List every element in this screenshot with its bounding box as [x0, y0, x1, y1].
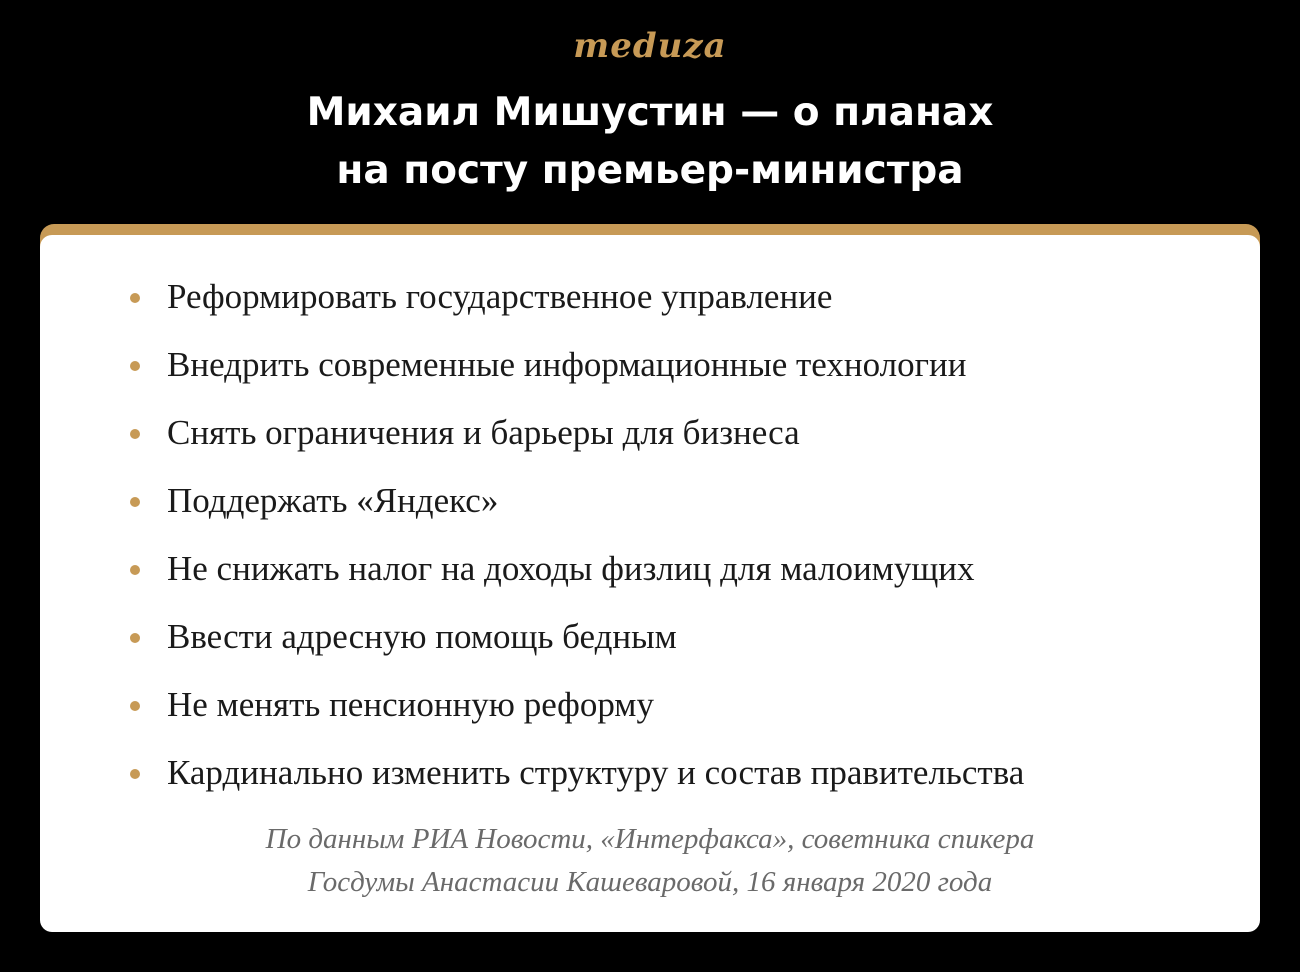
plans-list	[126, 269, 1236, 813]
list-item-text: Не снижать налог на доходы физлиц для малоимущих	[167, 549, 975, 588]
title-line-2: на посту премьер-министра	[336, 148, 964, 193]
bullet-icon	[130, 361, 140, 371]
list-item-text: Кардинально изменить структуру и состав правительства	[167, 753, 1025, 792]
list-item-text: Не менять пенсионную реформу	[167, 685, 654, 724]
source-line-2: Госдумы Анастасии Кашеваровой, 16 января 2020 года	[307, 866, 993, 898]
list-item	[126, 473, 1236, 541]
content-card	[40, 235, 1260, 932]
meduza-logo: meduza	[573, 26, 727, 66]
list-item	[126, 677, 1236, 745]
list-item-text: Снять ограничения и барьеры для бизнеса	[167, 413, 800, 452]
bullet-icon	[130, 497, 140, 507]
list-item-text: Поддержать «Яндекс»	[167, 481, 499, 520]
bullet-icon	[130, 769, 140, 779]
list-item-text: Реформировать государственное управление	[167, 277, 833, 316]
bullet-icon	[130, 701, 140, 711]
source-line-1: По данным РИА Новости, «Интерфакса», советника спикера	[265, 823, 1035, 855]
bullet-icon	[130, 633, 140, 643]
list-item	[126, 609, 1236, 677]
list-item	[126, 405, 1236, 473]
list-item	[126, 745, 1236, 813]
page-title	[0, 84, 1300, 200]
bullet-icon	[130, 293, 140, 303]
list-item	[126, 269, 1236, 337]
source-note	[40, 818, 1260, 904]
list-item-text: Ввести адресную помощь бедным	[167, 617, 677, 656]
bullet-icon	[130, 565, 140, 575]
list-item	[126, 337, 1236, 405]
bullet-icon	[130, 429, 140, 439]
title-line-1: Михаил Мишустин — о планах	[306, 90, 994, 135]
list-item	[126, 541, 1236, 609]
list-item-text: Внедрить современные информационные технологии	[167, 345, 967, 384]
